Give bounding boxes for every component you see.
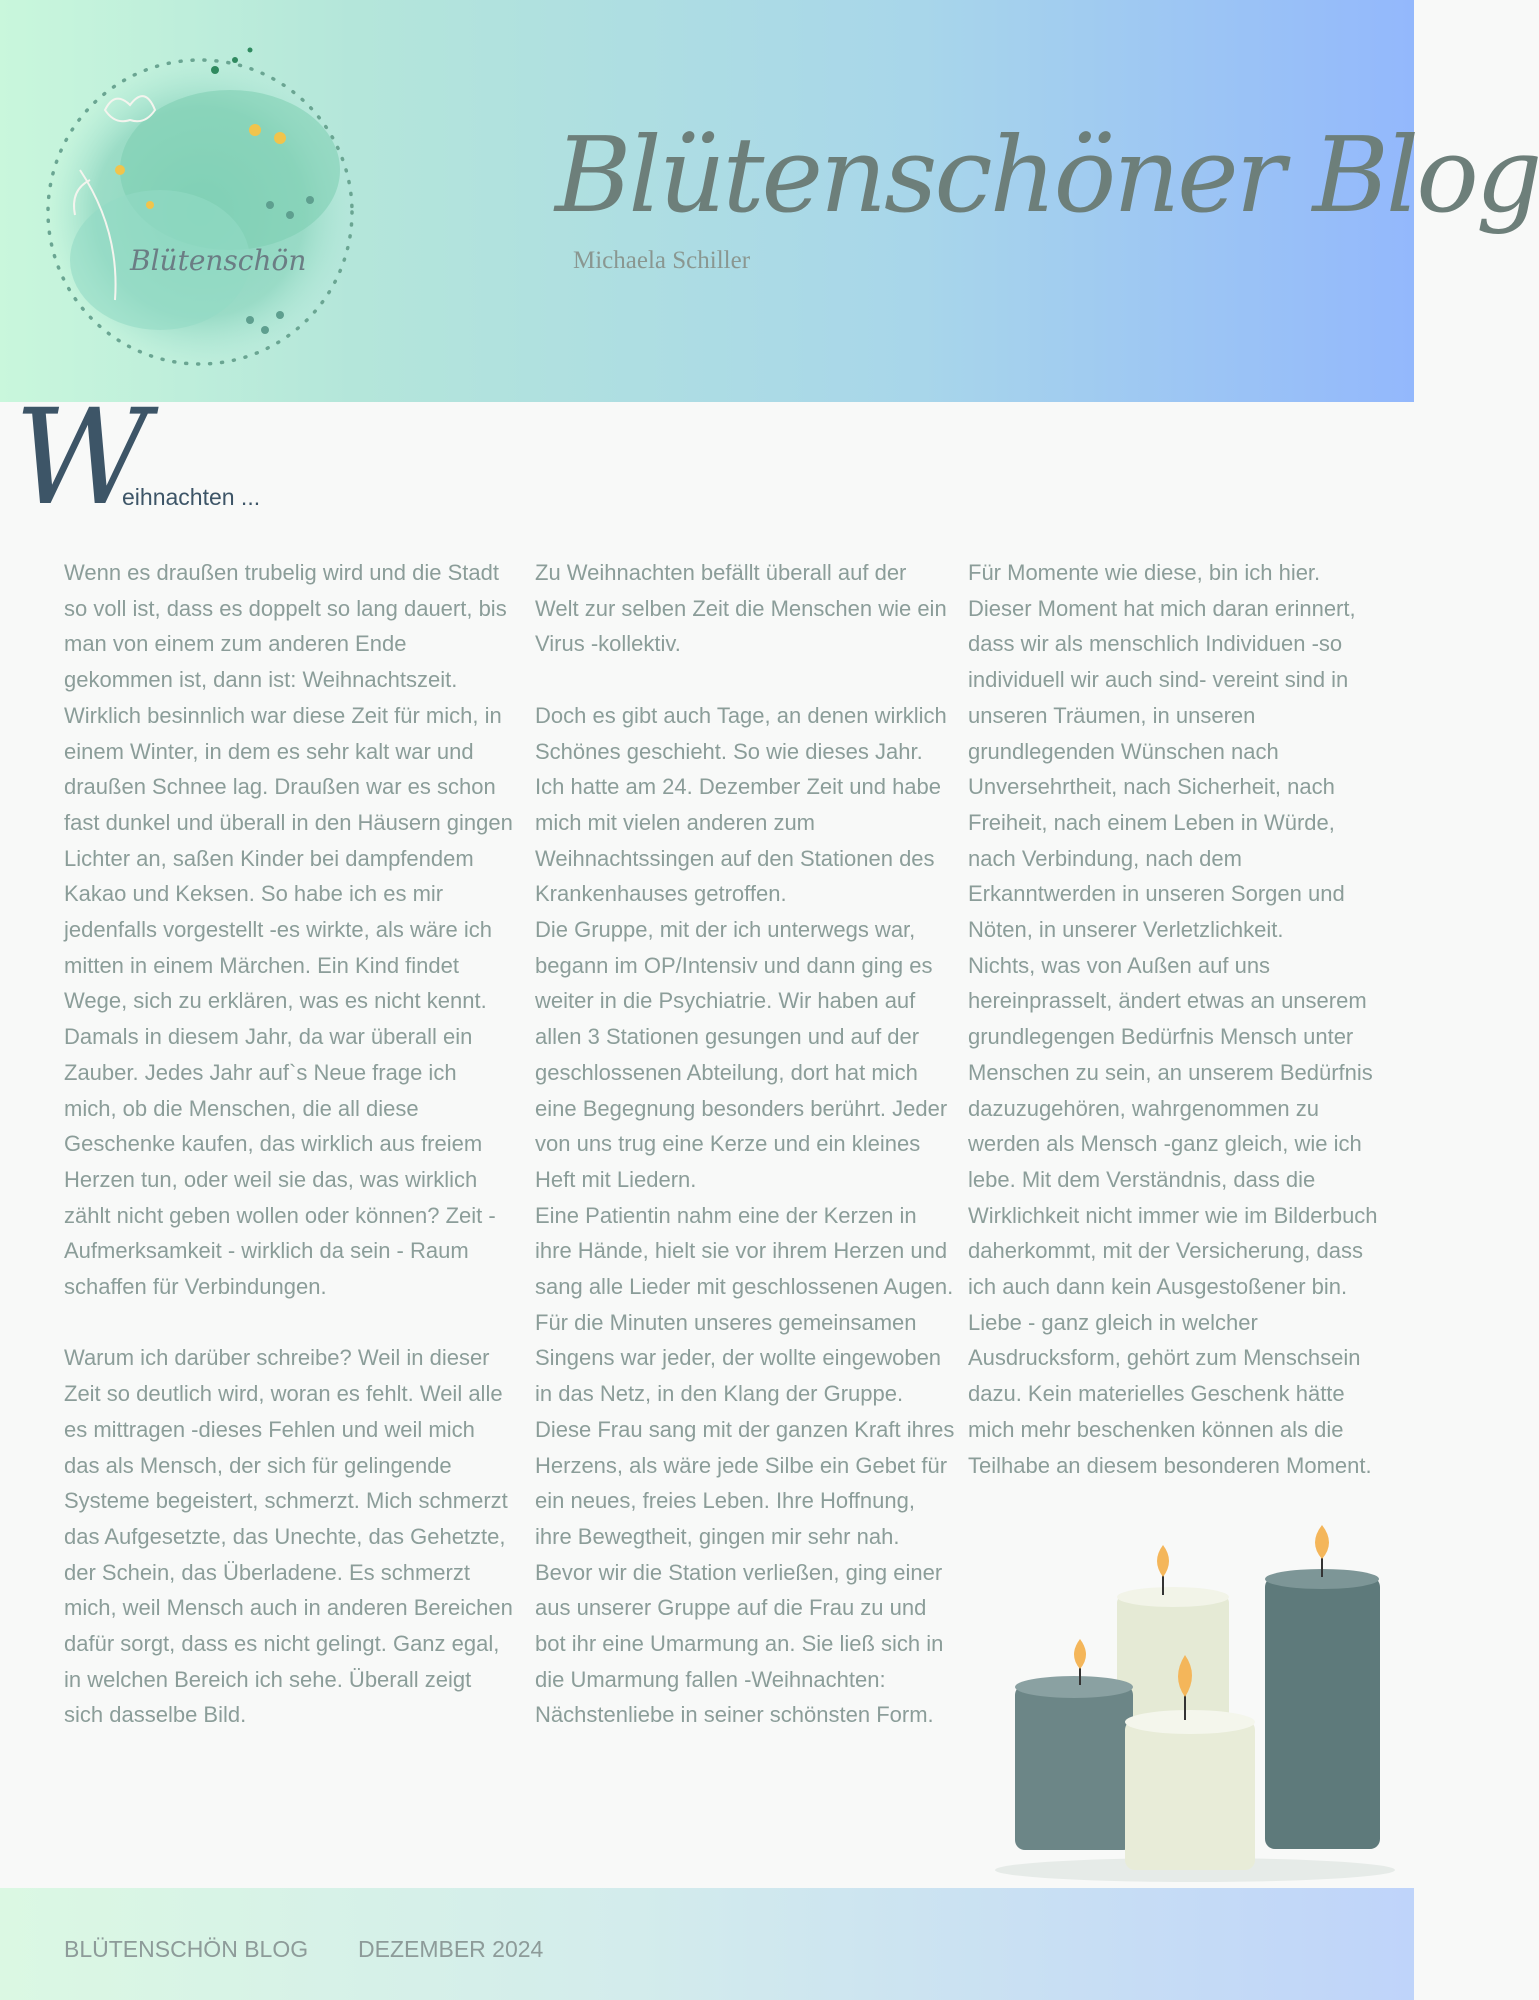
paragraph: Doch es gibt auch Tage, an denen wirklich Schönes geschieht. So wie dieses Jahr. [535, 702, 947, 764]
blutenschon-logo [20, 30, 370, 380]
paragraph: Wenn es draußen trubelig wird und die Stadt so voll ist, dass es doppelt so lang dauert, bis man von einem zum anderen Ende gekommen ist, dann ist: Weihnachtszeit. [64, 560, 507, 693]
article-headline [14, 381, 614, 535]
footer-date: DEZEMBER 2024 [358, 1936, 544, 1962]
footer-blog-name: BLÜTENSCHÖN BLOG [64, 1936, 309, 1962]
flame-icon [1157, 1545, 1169, 1577]
paragraph: Warum ich darüber schreibe? Weil in dieser Zeit so deutlich wird, woran es fehlt. Weil alle es mittragen -dieses Fehlen und weil mich das als Mensch, der sich für gelingende Systeme begeistert, schmerzt. Mich schmerzt das Aufgesetzte, das Unechte, das Gehetzte, der Schein, das Überladene. Es schmerzt mich, weil Mensch auch in anderen Bereichen dafür sorgt, dass es nicht gelingt. Ganz egal, in welchen Bereich ich sehe. Überall zeigt sich dasselbe Bild. [64, 1345, 513, 1728]
paragraph: Ich hatte am 24. Dezember Zeit und habe mich mit vielen anderen zum Weihnachtssingen auf den Stationen des Krankenhauses getroffen. [535, 774, 942, 907]
paragraph: Wirklich besinnlich war diese Zeit für mich, in einem Winter, in dem es sehr kalt war und draußen Schnee lag. Draußen war es schon fast dunkel und überall in den Häusern gingen Lichter an, saßen Kinder bei dampfendem Kakao und Keksen. So habe ich es mir jedenfalls vorgestellt -es wirkte, als wäre ich mitten in einem Märchen. Ein Kind findet Wege, sich zu erklären, was es nicht kennt. Damals in diesem Jahr, da war überall ein Zauber. Jedes Jahr auf`s Neue frage ich mich, ob die Menschen, die all diese Geschenke kaufen, das wirklich aus freiem Herzen tun, oder weil sie das, was wirklich zählt nicht geben wollen oder können? Zeit - Aufmerksamkeit - wirklich da sein - Raum schaffen für Verbindungen. [64, 702, 513, 1300]
candles-illustration [985, 1505, 1395, 1885]
text-column-2 [535, 555, 955, 1733]
candle-left [1015, 1639, 1133, 1850]
candle-tall-right [1265, 1525, 1380, 1849]
paragraph: Nichts, was von Außen auf uns hereinprasselt, ändert etwas an unserem grundlegengen Bedürfnis Mensch unter Menschen zu sein, an unserem Bedürfnis dazuzugehören, wahrgenommen zu werden als Mensch -ganz gleich, wie ich lebe. Mit dem Verständnis, dass die Wirklichkeit nicht immer wie im Bilderbuch daherkommt, mit der Versicherung, dass ich auch dann kein Ausgestoßener bin. Liebe - ganz gleich in welcher Ausdrucksform, gehört zum Menschsein dazu. Kein materielles Geschenk hätte mich mehr beschenken können als die Teilhabe an diesem besonderen Moment. [968, 952, 1378, 1478]
text-column-1 [64, 555, 514, 1733]
blog-title: Blütenschöner Blog [555, 114, 1539, 236]
author-name: Michaela Schiller [573, 247, 751, 274]
drop-cap: W [14, 381, 150, 535]
header-banner [0, 0, 1539, 402]
paragraph: Dieser Moment hat mich daran erinnert, dass wir als menschlich Individuen -so individuell wir auch sind- vereint sind in unseren Träumen, in unseren grundlegenden Wünschen nach Unversehrtheit, nach Sicherheit, nach Freiheit, nach einem Leben in Würde, nach Verbindung, nach dem Erkanntwerden in unseren Sorgen und Nöten, in unserer Verletzlichkeit. [968, 595, 1356, 943]
logo-text: Blütenschön [130, 244, 307, 277]
paragraph: Die Gruppe, mit der ich unterwegs war, begann im OP/Intensiv und dann ging es weiter in die Psychiatrie. Wir haben auf allen 3 Stationen gesungen und auf der geschlossenen Abteilung, dort hat mich eine Begegnung besonders berührt. Jeder von uns trug eine Kerze und ein kleines Heft mit Liedern. [535, 917, 948, 1192]
flame-icon [1074, 1639, 1086, 1669]
flame-icon [1315, 1525, 1329, 1559]
footer [0, 1888, 1414, 2000]
paragraph: Zu Weihnachten befällt überall auf der Welt zur selben Zeit die Menschen wie ein Virus -kollektiv. [535, 560, 947, 657]
paragraph: Für Momente wie diese, bin ich hier. [968, 560, 1321, 585]
paragraph: Eine Patientin nahm eine der Kerzen in ihre Hände, hielt sie vor ihrem Herzen und sang alle Lieder mit geschlossenen Augen. Für die Minuten unseres gemeinsamen Singens war jeder, der wollte eingewoben in das Netz, in den Klang der Gruppe. Diese Frau sang mit der ganzen Kraft ihres Herzens, als wäre jede Silbe ein Gebet für ein neues, freies Leben. Ihre Hoffnung, ihre Bewegtheit, gingen mir sehr nah. Bevor wir die Station verließen, ging einer aus unserer Gruppe auf die Frau zu und bot ihr eine Umarmung an. Sie ließ sich in die Umarmung fallen -Weihnachten: Nächstenliebe in seiner schönsten Form. [535, 1202, 955, 1728]
text-column-3 [968, 555, 1388, 1483]
headline-text: eihnachten ... [122, 484, 261, 510]
